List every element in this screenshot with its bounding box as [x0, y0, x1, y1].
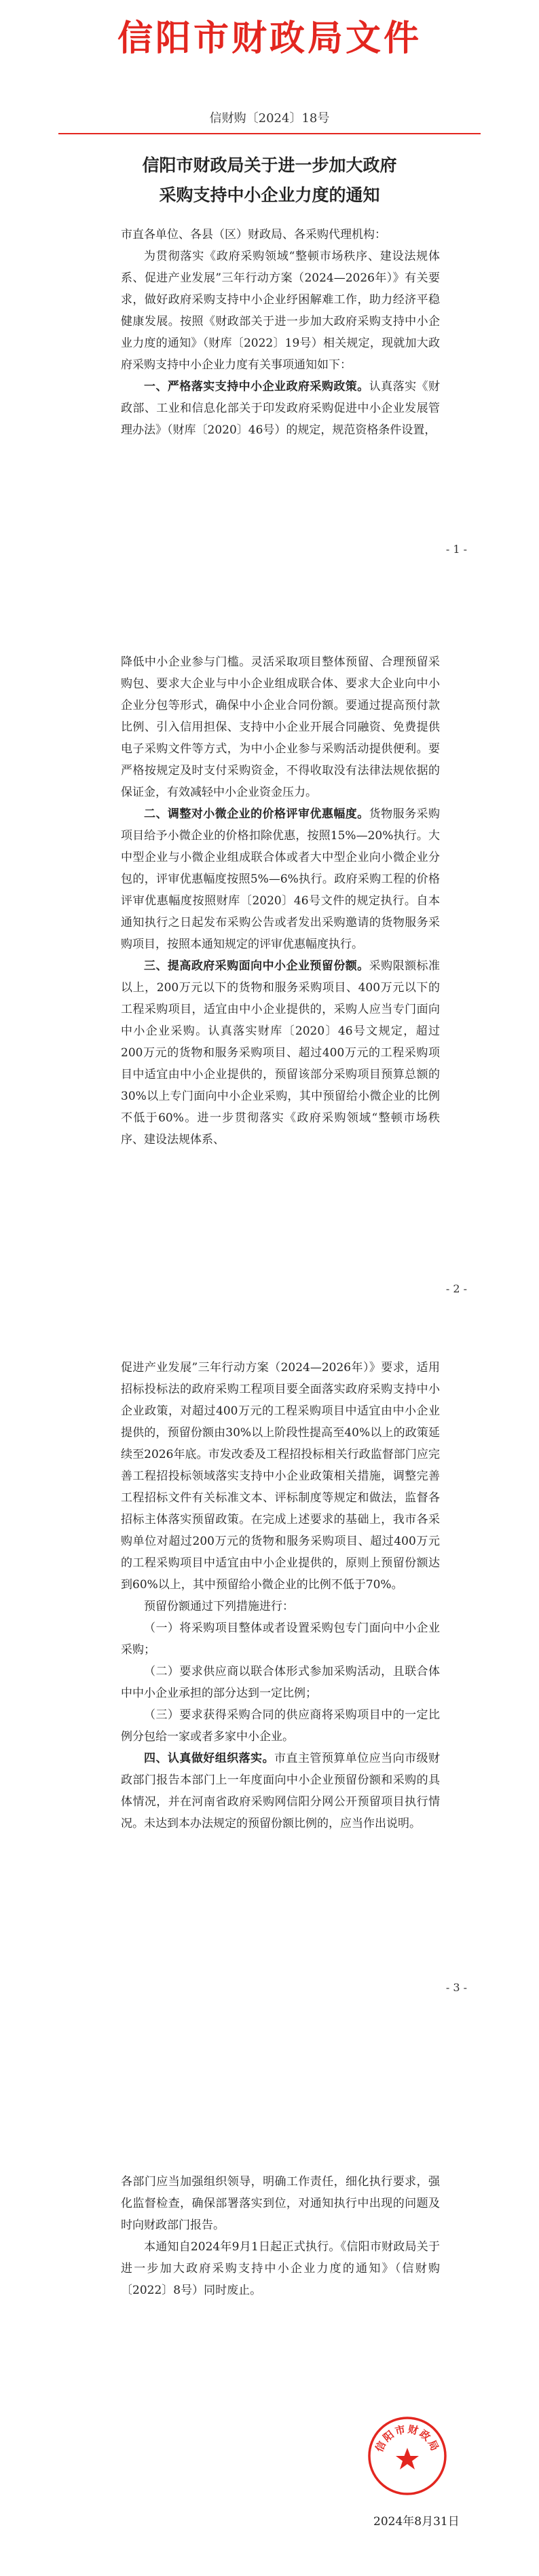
- measure-3: （三）要求获得采购合同的供应商将采购项目中的一定比例分包给一家或者多家中小企业。: [121, 1708, 440, 1744]
- measures-intro: 预留份额通过下列措施进行：: [144, 1600, 294, 1613]
- page-3: [0, 1357, 539, 2001]
- section-2-text: 货物服务采购项目给予小微企业的价格扣除优惠，按照15%—20%执行。大中型企业与小微企业组成联合体或者大中型企业向小微企业分包的，评审优惠幅度按照5%—6%执行。政府采购工程的价格评审优惠幅度按照财库〔2020〕46号文件的规定执行。自本通知执行之日起发布采购公告或者发出采购邀请的货物服务采购项目，按照本通知规定的评审优惠幅度执行。: [121, 807, 441, 951]
- measure-2: （二）要求供应商以联合体形式参加采购活动，且联合体中中小企业承担的部分达到一定比例；: [121, 1665, 440, 1700]
- sign-date: 2024年8月31日: [373, 2515, 460, 2529]
- section-2-paragraph: [121, 803, 440, 955]
- title-line-2: 采购支持中小企业力度的通知: [159, 185, 380, 205]
- effective-date-paragraph: 本通知自2024年9月1日起正式执行。《信阳市财政局关于进一步加大政府采购支持中小企业力度的通知》（信财购〔2022〕8号）同时废止。: [121, 2240, 440, 2297]
- seal-text: 信阳市财政局: [373, 2423, 442, 2454]
- section-3-heading: 三、提高政府采购面向中小企业预留份额。: [144, 959, 369, 973]
- document-header-title: 信阳市财政局文件: [117, 18, 422, 59]
- addressee: 市直各单位、各县（区）财政局、各采购代理机构：: [121, 228, 386, 242]
- body-page-4: [121, 2171, 440, 2301]
- section-3-text: 采购限额标准以上，200万元以下的货物和服务采购项目、400万元以下的工程采购项目，适宜由中小企业提供的，采购人应当专门面向中小企业采购。认真落实财库〔2020〕46号文规定，超过200万元的货物和服务采购项目、超过400万元的工程采购项目中适宜由中小企业提供的，预留该部分采购项目预算总额的30%以上专门面向中小企业采购，其中预留给小微企业的比例不低于60%。进一步贯彻落实《政府采购领域“整顿市场秩序、建设法规体系、: [121, 959, 441, 1147]
- section-4-text: 市直主管预算单位应当向市级财政部门报告本部门上一年度面向中小企业预留份额和采购的具体情况，并在河南省政府采购网信阳分网公开预留项目执行情况。未达到本办法规定的预留份额比例的，应当作出说明。: [121, 1752, 441, 1830]
- document-title: [0, 151, 539, 210]
- section-1-paragraph: [121, 376, 440, 441]
- section-4-heading: 四、认真做好组织落实。: [144, 1752, 275, 1765]
- body-page-2: [121, 651, 440, 1151]
- section-1-continuation: 降低中小企业参与门槛。灵活采取项目整体预留、合理预留采购包、要求大企业与中小企业组成联合体、要求大企业向中小企业分包等形式，确保中小企业合同份额。要通过提高预付款比例、引入信用担保、支持中小企业开展合同融资、免费提供电子采购文件等方式，为中小企业参与采购活动提供便利。要严格按规定及时支付采购资金，不得收取没有法律法规依据的保证金，有效减轻中小企业资金压力。: [121, 655, 440, 799]
- section-3-paragraph: [121, 955, 440, 1151]
- page-2: [0, 638, 539, 1309]
- section-4-paragraph: [121, 1748, 440, 1834]
- page-1: [0, 0, 539, 569]
- page-number-2: - 2 -: [445, 1282, 467, 1295]
- official-seal-icon: [367, 2415, 448, 2497]
- section-4-continuation: 各部门应当加强组织领导，明确工作责任，细化执行要求，强化监督检查，确保部署落实到位，对通知执行中出现的问题及时向财政部门报告。: [121, 2175, 440, 2232]
- red-divider: [58, 133, 481, 134]
- section-1-text: 认真落实《财政部、工业和信息化部关于印发政府采购促进中小企业发展管理办法》（财库〔2020〕46号）的规定，规范资格条件设置，: [121, 380, 441, 437]
- section-1-heading: 一、严格落实支持中小企业政府采购政策。: [144, 380, 369, 393]
- page-number-1: - 1 -: [445, 543, 467, 556]
- section-2-heading: 二、调整对小微企业的价格评审优惠幅度。: [144, 807, 369, 821]
- page-number-3: - 3 -: [445, 1981, 467, 1994]
- measure-1: （一）将采购项目整体或者设置采购包专门面向中小企业采购；: [121, 1621, 440, 1657]
- section-3-continuation: 促进产业发展”三年行动方案（2024—2026年）》要求，适用招标投标法的政府采购工程项目要全面落实政府采购支持中小企业政策，对超过400万元的工程采购项目中适宜由中小企业提供的，预留份额由30%以上阶段性提高至40%以上的政策延续至2026年底。市发改委及工程招投标相关行政监督部门应完善工程招投标领域落实支持中小企业政策相关措施，调整完善工程招标文件有关标准文本、评标制度等规定和做法，监督各招标主体落实预留政策。在完成上述要求的基础上，我市各采购单位对超过200万元的货物和服务采购项目、超过400万元的工程采购项目中适宜由中小企业提供的，原则上预留份额达到60%以上，其中预留给小微企业的比例不低于70%。: [121, 1361, 440, 1592]
- intro-paragraph: 为贯彻落实《政府采购领域“整顿市场秩序、建设法规体系、促进产业发展”三年行动方案（2024—2026年）》有关要求，做好政府采购支持中小企业纾困解难工作，助力经济平稳健康发展。按照《财政部关于进一步加大政府采购支持中小企业力度的通知》（财库〔2022〕19号）相关规定，现就加大政府采购支持中小企业力度有关事项通知如下：: [121, 250, 440, 372]
- document-number: 信财购〔2024〕18号: [209, 111, 330, 126]
- body-page-3: [121, 1357, 440, 1834]
- title-line-1: 信阳市财政局关于进一步加大政府: [142, 155, 397, 175]
- body-page-1: [121, 224, 440, 441]
